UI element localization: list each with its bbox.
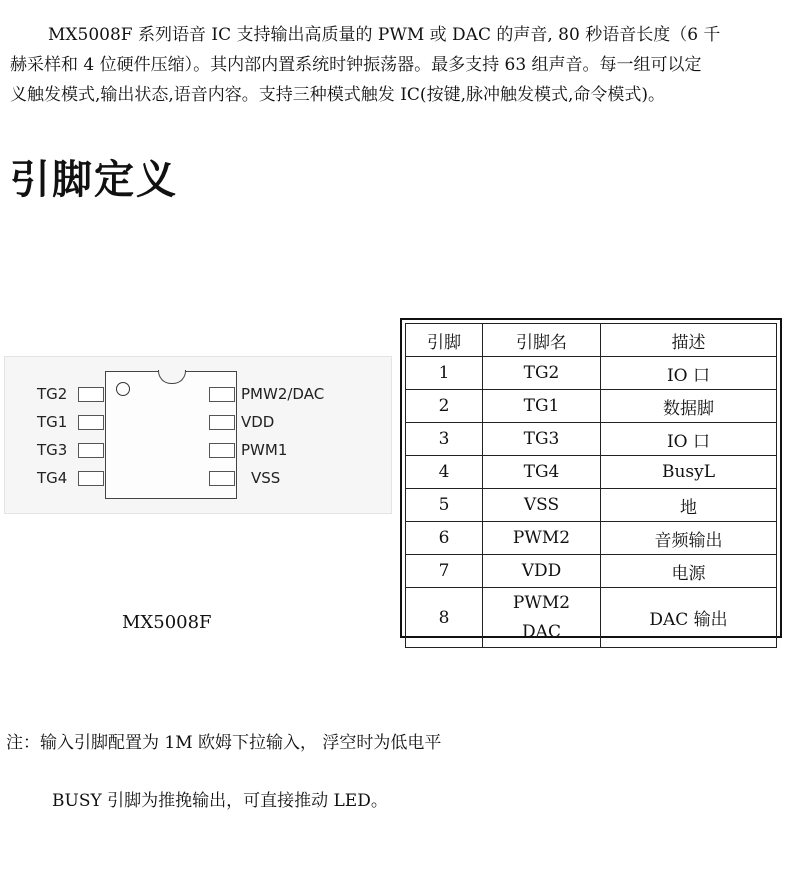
- cell-pin-name: [483, 588, 601, 648]
- cell-description: 电源: [601, 555, 777, 588]
- pin-lead-right-3: [209, 443, 235, 458]
- cell-pin: 2: [406, 390, 483, 423]
- column-header-pin: 引脚: [406, 324, 483, 357]
- cell-description: DAC 输出: [601, 588, 777, 648]
- column-header-description: 描述: [601, 324, 777, 357]
- pin1-marker-icon: [116, 382, 130, 396]
- chip-notch: [158, 370, 186, 384]
- cell-pin-name-line-1: PWM2: [512, 592, 571, 613]
- cell-pin-name: VDD: [483, 555, 601, 588]
- cell-pin-name: PWM2: [483, 522, 601, 555]
- pin-label-right-3: PWM1: [241, 441, 288, 459]
- cell-pin-name: TG3: [483, 423, 601, 456]
- cell-pin: 6: [406, 522, 483, 555]
- pin-lead-left-2: [78, 415, 104, 430]
- cell-pin: 7: [406, 555, 483, 588]
- pin-label-left-4: TG4: [37, 469, 68, 487]
- pin-lead-left-4: [78, 471, 104, 486]
- note-busy-pin: BUSY 引脚为推挽输出，可直接推动 LED。: [52, 791, 388, 811]
- cell-pin: 3: [406, 423, 483, 456]
- table-row: [406, 588, 777, 648]
- chip-pinout-diagram: [4, 356, 392, 514]
- cell-pin: 8: [406, 588, 483, 648]
- cell-pin-name-line-2: DAC: [522, 621, 561, 642]
- pin-lead-left-3: [78, 443, 104, 458]
- intro-line-1: MX5008F 系列语音 IC 支持输出高质量的 PWM 或 DAC 的声音, 80 秒语音长度（6 千: [48, 25, 721, 45]
- cell-description: 数据脚: [601, 390, 777, 423]
- pin-label-right-4: VSS: [251, 469, 281, 487]
- pin-label-left-3: TG3: [37, 441, 68, 459]
- section-heading: 引脚定义: [10, 157, 178, 203]
- intro-line-2: 赫采样和 4 位硬件压缩）。其内部内置系统时钟振荡器。最多支持 63 组声音。每一组可以定: [10, 55, 702, 75]
- pin-lead-left-1: [78, 387, 104, 402]
- pin-lead-right-1: [209, 387, 235, 402]
- cell-pin: 1: [406, 357, 483, 390]
- intro-paragraph: [10, 20, 790, 110]
- cell-pin-name: TG1: [483, 390, 601, 423]
- cell-pin-name: TG4: [483, 456, 601, 489]
- intro-line-3: 义触发模式,输出状态,语音内容。支持三种模式触发 IC(按键,脉冲触发模式,命令模式)。: [10, 85, 666, 105]
- table-row: [406, 555, 777, 588]
- pin-label-left-1: TG2: [37, 385, 68, 403]
- cell-description: BusyL: [601, 456, 777, 489]
- cell-pin-name: VSS: [483, 489, 601, 522]
- pin-lead-right-4: [209, 471, 235, 486]
- pin-label-right-1: PMW2/DAC: [241, 385, 325, 403]
- cell-pin: 5: [406, 489, 483, 522]
- cell-pin-name: TG2: [483, 357, 601, 390]
- cell-pin: 4: [406, 456, 483, 489]
- note-input-pin-config: 注：输入引脚配置为 1M 欧姆下拉输入， 浮空时为低电平: [6, 733, 442, 753]
- pin-label-left-2: TG1: [37, 413, 68, 431]
- column-header-pin-name: 引脚名: [483, 324, 601, 357]
- cell-description: 地: [601, 489, 777, 522]
- table-row: [406, 456, 777, 489]
- table-row: [406, 390, 777, 423]
- table-row: [406, 489, 777, 522]
- cell-description: IO 口: [601, 423, 777, 456]
- cell-description: 音频输出: [601, 522, 777, 555]
- pin-definition-table: [400, 318, 782, 642]
- cell-description: IO 口: [601, 357, 777, 390]
- table-row: [406, 522, 777, 555]
- chip-model-caption: MX5008F: [122, 612, 212, 633]
- table-row: [406, 357, 777, 390]
- pin-lead-right-2: [209, 415, 235, 430]
- table-header-row: [406, 324, 777, 357]
- pin-label-right-2: VDD: [241, 413, 275, 431]
- table-row: [406, 423, 777, 456]
